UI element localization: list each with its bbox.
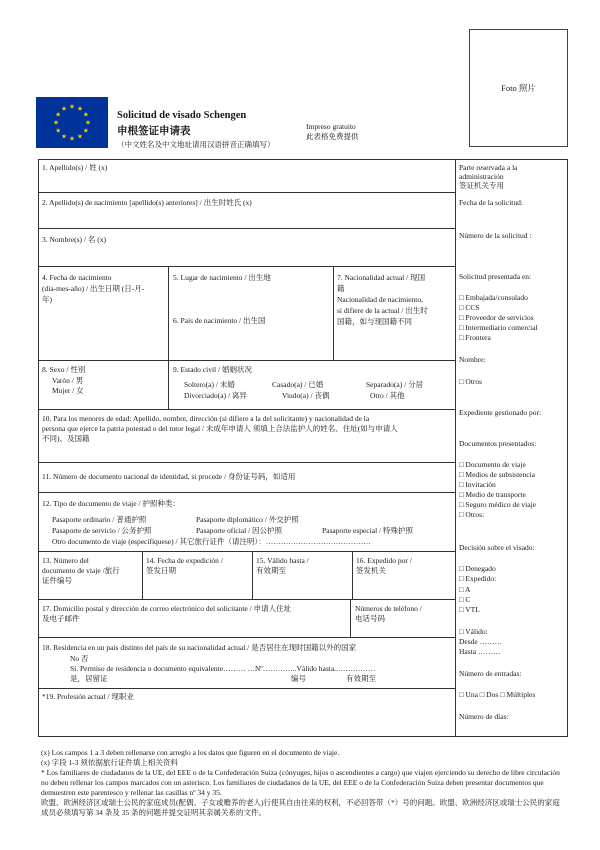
field-issue-date-zh: 签发日期	[146, 566, 176, 575]
eu-flag-star	[70, 136, 75, 141]
admin-option-border[interactable]: □ Frontera	[459, 333, 491, 342]
field-civil-status: 9. Estado civil / 婚姻状况	[173, 365, 252, 374]
admin-option-embassy[interactable]: □ Embajada/consulado	[459, 293, 528, 302]
admin-column-divider	[455, 159, 456, 737]
admin-documents-title: Documentos presentados:	[459, 439, 537, 448]
field-minors-guardian-2: persona que ejerce la patria potestad o del tutor legal / 未成年申请人 须填上合法监护人的姓名、住址(如与申请人	[42, 424, 398, 433]
field-travel-document-type: 12. Tipo de documento de viaje / 护照种类：	[42, 499, 180, 508]
admin-application-date: Fecha de la solicitud:	[459, 198, 523, 207]
footnote-fields-1-3-zh: (x) 字段 1-3 须依据旅行证件填上相关资料	[41, 758, 178, 767]
eu-flag-star	[83, 112, 88, 117]
doc-option-official[interactable]: Pasaporte oficial / 因公护照	[196, 526, 283, 535]
sex-option-male[interactable]: Varón / 男	[52, 376, 84, 385]
field-minors-guardian-3: 不同)、及国籍	[42, 434, 90, 443]
doc-option-other[interactable]: Otro documento de viaje (especifíquese) / 其它旅行证件（请注明）：……………………………………	[52, 537, 371, 546]
admin-option-ccs[interactable]: □ CCS	[459, 303, 480, 312]
civil-option-separated[interactable]: Separado(a) / 分居	[366, 380, 424, 389]
field-date-of-birth-format-end: 年)	[42, 295, 52, 304]
admin-option-type-vtl[interactable]: □ VTL	[459, 605, 480, 614]
admin-option-provider[interactable]: □ Proveedor de servicios	[459, 313, 534, 322]
civil-option-other[interactable]: Otro / 其他	[370, 391, 405, 400]
eu-flag-star	[78, 134, 83, 139]
admin-number-of-days: Número de días:	[459, 712, 509, 721]
field-surname: 1. Apellido(s) / 姓 (x)	[42, 163, 108, 172]
civil-option-married[interactable]: Casado(a) / 已婚	[272, 380, 324, 389]
eu-flag-star	[86, 120, 91, 125]
form-title-note: （中文姓名及中文地址请用汉语拼音正确填写）	[117, 140, 275, 149]
admin-entry-options[interactable]: □ Una □ Dos □ Múltiples	[459, 690, 536, 699]
admin-option-type-a[interactable]: □ A	[459, 585, 471, 594]
eu-flag-star	[56, 112, 61, 117]
field-first-name: 3. Nombre(s) / 名 (x)	[42, 235, 106, 244]
admin-name-label: Nombre:	[459, 355, 486, 364]
eu-flag-star	[70, 104, 75, 109]
residence-valid-until-zh: 有效期至	[346, 674, 376, 683]
field-telephone: Números de teléfono /	[355, 604, 422, 613]
photo-label: Foto 照片	[501, 83, 536, 93]
field-current-occupation: *19. Profesión actual / 现职业	[42, 692, 134, 701]
sex-option-female[interactable]: Mujer / 女	[52, 386, 84, 395]
admin-doc-means[interactable]: □ Medios de subsistencia	[459, 470, 535, 479]
admin-doc-invitation[interactable]: □ Invitación	[459, 480, 496, 489]
free-form-note-es: Impreso gratuito	[306, 122, 356, 131]
residence-option-yes-zh: 是，居留证	[70, 674, 108, 683]
eu-flag-star	[54, 120, 59, 125]
civil-option-single[interactable]: Soltero(a) / 未婚	[184, 380, 235, 389]
footnote-family-members-zh: 欧盟、欧洲经济区或瑞士公民的家庭成员(配偶、子女或赡养的老人)行使其自由往来的权利，不必回答带（*）号的问题。欧盟、欧洲经济区或瑞士公民的家庭成员必须填写第 34 条及 35 条的问题并提交证明其亲属关系的文件。	[41, 798, 560, 817]
admin-option-refused[interactable]: □ Denegado	[459, 564, 496, 573]
field-home-address-email-zh: 及电子邮件	[42, 614, 80, 623]
field-date-of-birth-format: (día-mes-año) / 出生日期 (日-月-	[42, 284, 145, 293]
eu-flag-star	[62, 134, 67, 139]
field-telephone-zh: 电话号码	[355, 614, 385, 623]
admin-application-number: Número de la solicitud :	[459, 231, 532, 240]
eu-flag-icon	[36, 97, 108, 148]
field-nationality-at-birth: Nacionalidad de nacimiento,	[337, 295, 424, 304]
admin-visa-decision: Decisión sobre el visado:	[459, 543, 535, 552]
admin-option-type-c[interactable]: □ C	[459, 595, 471, 604]
admin-reserved-title: Parte reservada a la	[459, 163, 518, 172]
admin-valid-from: Desde ………	[459, 637, 503, 646]
residence-option-no[interactable]: No 否	[70, 654, 89, 663]
field-nationality-at-birth-zh: 国籍，如与现国籍不同	[337, 317, 412, 326]
eu-flag-star	[56, 128, 61, 133]
doc-option-ordinary[interactable]: Pasaporte ordinario / 普通护照	[52, 515, 147, 524]
field-travel-document-number: 13. Número del	[42, 556, 89, 565]
field-place-of-birth: 5. Lugar de nacimiento / 出生地	[173, 273, 271, 282]
field-travel-document-number-zh: 证件编号	[42, 576, 72, 585]
admin-submitted-at: Solicitud presentada en:	[459, 272, 532, 281]
admin-valid-until: Hasta ………	[459, 647, 501, 656]
field-nationality-zh: 籍	[337, 284, 345, 293]
admin-handled-by: Expediente gestionado por:	[459, 408, 542, 417]
eu-flag-star	[78, 106, 83, 111]
footnote-fields-1-3: (x) Los campos 1 a 3 deben rellenarse con arreglo a los datos que figuren en el documento de viaje.	[41, 748, 340, 757]
admin-reserved-title-zh: 签证机关专用	[459, 181, 504, 190]
field-issued-by: 16. Expedido por /	[356, 556, 412, 565]
doc-option-special[interactable]: Pasaporte especial / 特殊护照	[322, 526, 414, 535]
free-form-note-zh: 此表格免费提供	[306, 132, 359, 141]
admin-doc-other[interactable]: □ Otros:	[459, 510, 485, 519]
civil-option-widowed[interactable]: Viudo(a) / 丧偶	[282, 391, 330, 400]
field-issue-date: 14. Fecha de expedición /	[146, 556, 223, 565]
field-nationality-at-birth-2: si difiere de la actual / 出生时	[337, 306, 428, 315]
admin-option-issued[interactable]: □ Expedido:	[459, 574, 497, 583]
field-valid-until: 15. Válido hasta /	[256, 556, 309, 565]
admin-option-others[interactable]: □ Otros	[459, 377, 483, 386]
admin-reserved-title-2: administración	[459, 172, 504, 181]
field-home-address-email: 17. Domicilio postal y dirección de correo electrónico del solicitante / 申请人住址	[42, 604, 292, 613]
field-surname-at-birth: 2. Apellido(s) de nacimiento [apellido(s) anteriores] / 出生时姓氏 (x)	[42, 198, 252, 207]
eu-flag-star	[62, 106, 67, 111]
civil-option-divorced[interactable]: Divorciado(a) / 离异	[184, 391, 247, 400]
form-title-es: Solicitud de visado Schengen	[117, 110, 247, 121]
doc-option-service[interactable]: Pasaporte de servicio / 公务护照	[52, 526, 152, 535]
form-title-zh: 申根签证申请表	[117, 126, 191, 137]
footnote-family-members: * Los familiares de ciudadanos de la UE, del EEE o de la Confederación Suiza (cónyuges, hijos o ascendientes a cargo) que viajen ejerciendo su derecho de libre circulación no deben rellenar los campos marcados con un asterisco. Los familiares de ciudadanos de la UE, del EEE o de la Confederación Suiza deben presentar documentos que demuestren este parentesco y rellenar las casillas nº 34 y 35.	[41, 768, 560, 797]
field-nationality: 7. Nacionalidad actual / 现国	[337, 273, 426, 282]
field-country-of-birth: 6. País de nacimiento / 出生国	[173, 316, 266, 325]
admin-doc-insurance[interactable]: □ Seguro médico de viaje	[459, 500, 537, 509]
field-residence-other-country: 18. Residencia en un país distinto del país de su nacionalidad actual / 是否居住在现时国籍以外的国家	[42, 643, 357, 652]
admin-option-valid[interactable]: □ Válido:	[459, 627, 488, 636]
field-valid-until-zh: 有效期至	[256, 566, 286, 575]
admin-number-of-entries: Número de entradas:	[459, 669, 522, 678]
field-date-of-birth: 4. Fecha de nacimiento	[42, 273, 112, 282]
field-national-id: 11. Número de documento nacional de identidad, si procede / 身份证号码，如适用	[42, 472, 296, 481]
field-travel-document-number-2: documento de viaje /旅行	[42, 566, 120, 575]
eu-flag-star	[83, 128, 88, 133]
admin-option-intermediary[interactable]: □ Intermediario comercial	[459, 323, 538, 332]
admin-doc-transport[interactable]: □ Medio de transporte	[459, 490, 526, 499]
residence-option-yes[interactable]: Sí. Permiso de residencia o documento equivalente……… …Nº…………..Válido hasta..……………	[70, 664, 376, 673]
field-sex: 8. Sexo / 性别	[42, 365, 86, 374]
field-minors-guardian: 10. Para los menores de edad: Apellido, nombre, dirección (si difiere a la del solicitante) y nacionalidad de la	[42, 414, 370, 423]
residence-number-zh: 编号	[291, 674, 306, 683]
doc-option-diplomatic[interactable]: Pasaporte diplomático / 外交护照	[196, 515, 299, 524]
admin-doc-travel[interactable]: □ Documento de viaje	[459, 460, 526, 469]
field-issued-by-zh: 签发机关	[356, 566, 386, 575]
